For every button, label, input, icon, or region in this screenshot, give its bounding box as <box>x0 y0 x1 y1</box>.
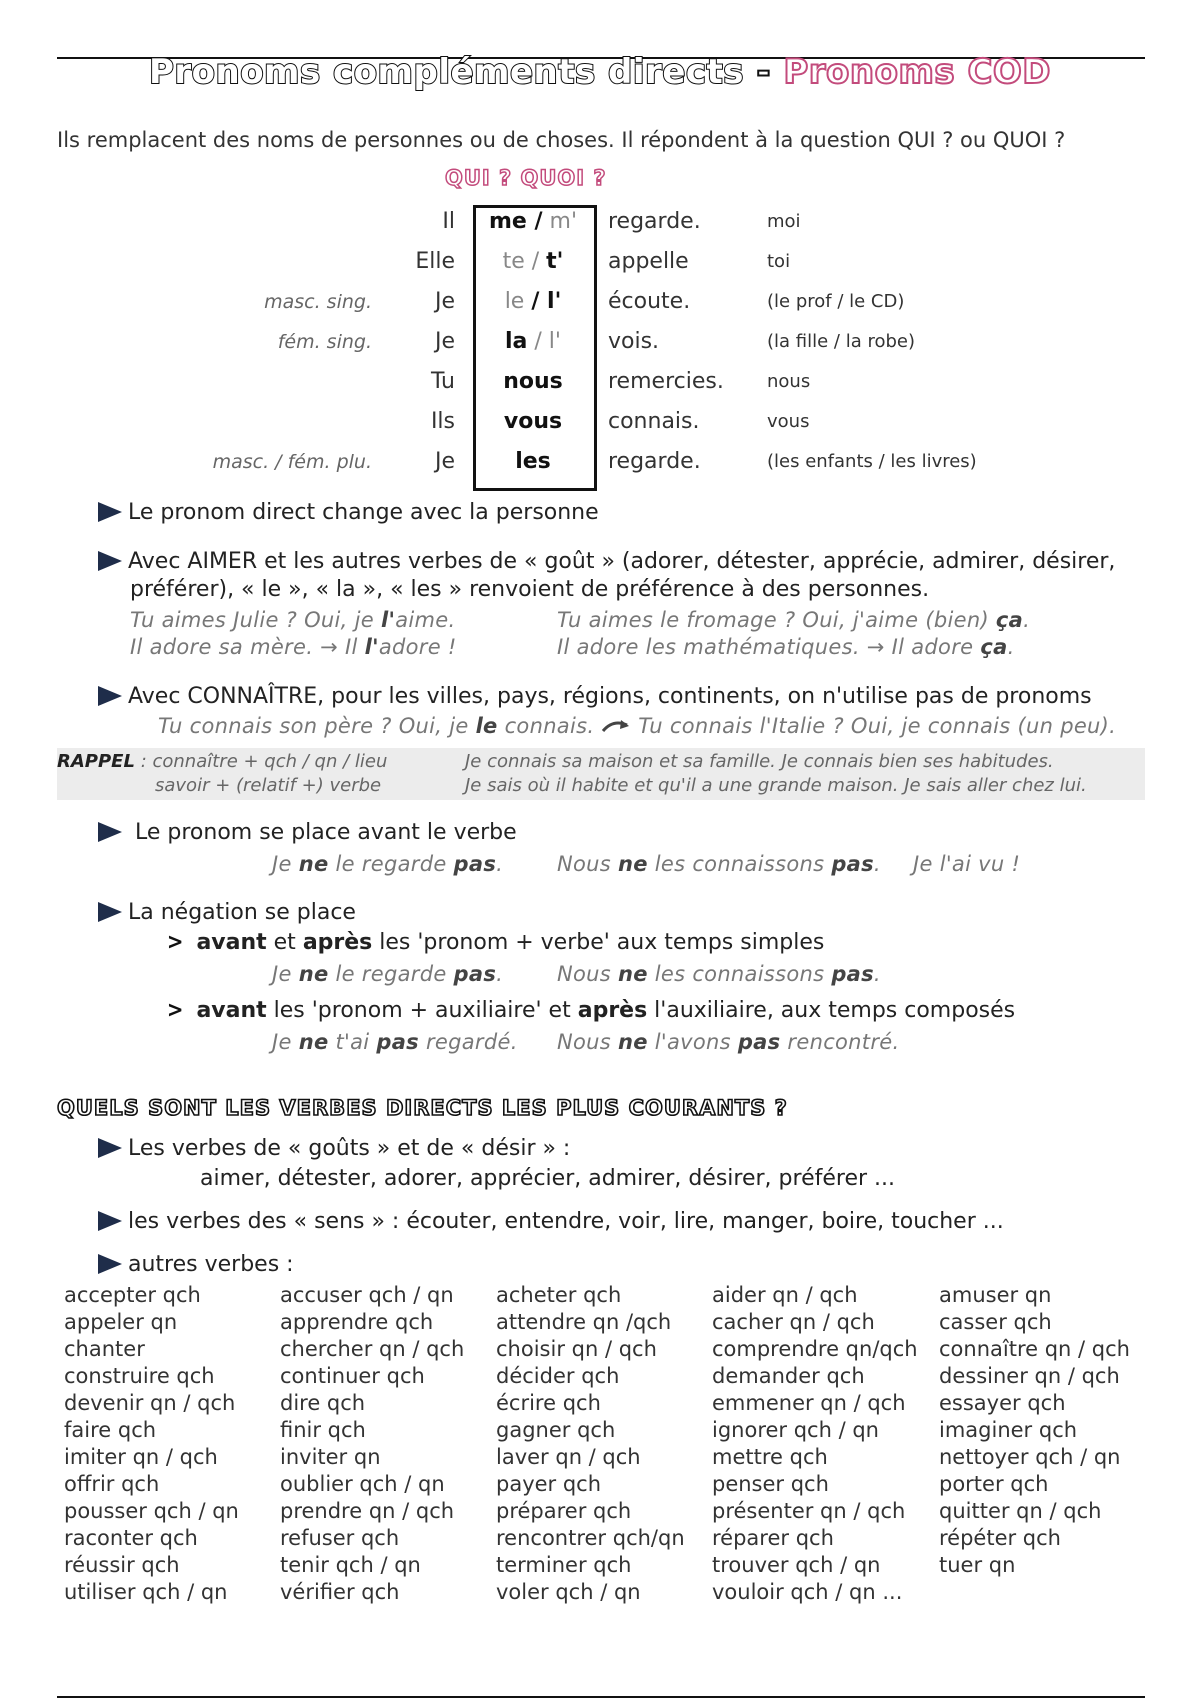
row-note: (les enfants / les livres) <box>767 451 977 472</box>
verb-item: écrire qch <box>496 1391 601 1415</box>
rule-1-text: Le pronom direct change avec la personne <box>128 500 599 525</box>
ex-text: connais. <box>497 714 595 738</box>
arrow-icon <box>98 822 122 842</box>
rule-4-text: Le pronom se place avant le verbe <box>135 820 517 845</box>
ex-bold: pas <box>376 1030 419 1054</box>
rule-5 <box>98 900 356 925</box>
ex-text: Tu aimes le fromage ? Oui, j'aime (bien) <box>557 608 996 632</box>
ex-text: le regarde <box>328 852 454 876</box>
ex-text: aime. <box>395 608 456 632</box>
rule-4-example-2 <box>557 852 881 876</box>
row-verb: remercies. <box>608 369 724 394</box>
row-note: toi <box>767 251 791 272</box>
verb-item: payer qch <box>496 1472 602 1496</box>
verb-column-5 <box>939 1282 1130 1579</box>
verb-item: acheter qch <box>496 1283 622 1307</box>
table-row <box>0 365 1200 403</box>
verb-item: accepter qch <box>64 1283 201 1307</box>
verb-item: tenir qch / qn <box>280 1553 421 1577</box>
ex-text: Nous <box>557 1030 618 1054</box>
row-note: nous <box>767 371 811 392</box>
row-pronoun <box>476 409 590 434</box>
row-subject: Ils <box>430 409 455 434</box>
verbs-bullet-2 <box>98 1209 1004 1234</box>
rule-2-example-2a <box>130 635 457 659</box>
row-subject: Tu <box>430 369 455 394</box>
bottom-rule <box>57 1696 1145 1698</box>
verb-item: imiter qn / qch <box>64 1445 218 1469</box>
row-verb: vois. <box>608 329 660 354</box>
pronoun-strong: t' <box>546 249 564 274</box>
sub-text: l'auxiliaire, aux temps composés <box>647 998 1016 1023</box>
rule-3-text: Avec CONNAÎTRE, pour les villes, pays, régions, continents, on n'utilise pas de pronoms <box>128 684 1092 709</box>
rule-5-sub-2 <box>166 998 1015 1023</box>
ex-bold: le <box>475 714 498 738</box>
ex-bold: ne <box>617 1030 648 1054</box>
verb-item: répéter qch <box>939 1526 1061 1550</box>
rule-4-example-3: Je l'ai vu ! <box>913 852 1021 876</box>
rappel-example-1: Je connais sa maison et sa famille. Je connais bien ses habitudes. <box>465 751 1054 772</box>
ex-bold: ne <box>617 962 648 986</box>
verb-item: choisir qn / qch <box>496 1337 657 1361</box>
row-subject: Je <box>434 329 455 354</box>
verb-item: réparer qch <box>712 1526 834 1550</box>
ex-text: Je <box>272 1030 299 1054</box>
verb-item: vérifier qch <box>280 1580 400 1604</box>
ex-text: regardé. <box>418 1030 518 1054</box>
rule-4-example-1 <box>272 852 503 876</box>
sub-text: les 'pronom + verbe' aux temps simples <box>372 930 825 955</box>
verb-item: quitter qn / qch <box>939 1499 1102 1523</box>
intro-text: Ils remplacent des noms de personnes ou de choses. Il répondent à la question QUI ? ou QUOI ? <box>57 128 1066 152</box>
ex-text: les connaissons <box>647 852 832 876</box>
sub-bold: après <box>577 998 648 1023</box>
row-verb: écoute. <box>608 289 691 314</box>
row-pronoun <box>476 369 590 394</box>
verb-item: prendre qn / qch <box>280 1499 455 1523</box>
chevron-right-icon: > <box>166 998 184 1023</box>
verb-item: utiliser qch / qn <box>64 1580 228 1604</box>
verb-column-3 <box>496 1282 685 1606</box>
ex-text: les connaissons <box>647 962 832 986</box>
pronoun-strong: nous <box>503 369 563 394</box>
ex-bold: ne <box>617 852 648 876</box>
ex-text: . <box>496 962 504 986</box>
table-row <box>0 405 1200 443</box>
chevron-right-icon: > <box>166 930 184 955</box>
ex-bold: ça <box>995 608 1024 632</box>
verb-item: amuser qn <box>939 1283 1052 1307</box>
ex-bold: pas <box>831 962 874 986</box>
verb-item: ignorer qch / qn <box>712 1418 879 1442</box>
sub-text: les 'pronom + auxiliaire' et <box>266 998 578 1023</box>
verb-item: faire qch <box>64 1418 157 1442</box>
rule-5-text: La négation se place <box>128 900 356 925</box>
verb-item: trouver qch / qn <box>712 1553 881 1577</box>
curved-arrow-icon <box>601 717 631 733</box>
pronoun-light: / l' <box>527 329 561 354</box>
ex-bold: l' <box>364 635 379 659</box>
row-note: (le prof / le CD) <box>767 291 905 312</box>
row-pronoun <box>476 249 590 274</box>
section-heading: QUELS SONT LES VERBES DIRECTS LES PLUS COURANTS ? <box>57 1096 788 1120</box>
verb-item: terminer qch <box>496 1553 632 1577</box>
ex-text: Nous <box>557 852 618 876</box>
ex-text: Il adore sa mère. → Il <box>130 635 365 659</box>
verb-item: vouloir qch / qn ... <box>712 1580 903 1604</box>
ex-text: Je <box>272 852 299 876</box>
ex-text: . <box>1007 635 1015 659</box>
verb-item: chercher qn / qch <box>280 1337 465 1361</box>
ex-text: Je <box>272 962 299 986</box>
ex-bold: pas <box>453 852 497 876</box>
rule-5-example-3 <box>272 1030 518 1054</box>
verb-item: oublier qch / qn <box>280 1472 445 1496</box>
verb-item: réussir qch <box>64 1553 180 1577</box>
verb-item: préparer qch <box>496 1499 632 1523</box>
verb-item: emmener qn / qch <box>712 1391 906 1415</box>
verb-item: attendre qn /qch <box>496 1310 672 1334</box>
verb-item: chanter <box>64 1337 145 1361</box>
verb-item: casser qch <box>939 1310 1052 1334</box>
pronoun-light: te / <box>502 249 547 274</box>
verb-item: refuser qch <box>280 1526 400 1550</box>
verb-item: penser qch <box>712 1472 829 1496</box>
ex-bold: ça <box>980 635 1008 659</box>
ex-bold: l' <box>380 608 396 632</box>
verb-column-2 <box>280 1282 464 1606</box>
row-subject: Elle <box>415 249 455 274</box>
verb-item: voler qch / qn <box>496 1580 641 1604</box>
row-pronoun <box>476 209 590 234</box>
row-verb: appelle <box>608 249 689 274</box>
verb-item: demander qch <box>712 1364 865 1388</box>
verb-item: essayer qch <box>939 1391 1066 1415</box>
rule-2-line2: préférer), « le », « la », « les » renvoient de préférence à des personnes. <box>130 577 930 602</box>
table-row <box>0 205 1200 243</box>
rule-5-example-2 <box>557 962 881 986</box>
title-part2: Pronoms COD <box>783 52 1052 92</box>
verb-item: porter qch <box>939 1472 1049 1496</box>
pronoun-light: le <box>504 289 532 314</box>
verb-item: offrir qch <box>64 1472 160 1496</box>
title-separator: - <box>756 52 771 92</box>
rule-1 <box>98 500 599 525</box>
ex-text: . <box>873 962 881 986</box>
pronoun-strong: vous <box>503 409 563 434</box>
ex-bold: pas <box>737 1030 781 1054</box>
verb-item: décider qch <box>496 1364 620 1388</box>
verbs-bullet-1-text: Les verbes de « goûts » et de « désir » : <box>128 1136 571 1161</box>
arrow-icon <box>98 1211 122 1231</box>
row-verb: regarde. <box>608 209 701 234</box>
ex-text: . <box>1023 608 1031 632</box>
verb-item: aider qn / qch <box>712 1283 858 1307</box>
row-verb: connais. <box>608 409 700 434</box>
rule-5-sub-1 <box>166 930 824 955</box>
verb-column-1 <box>64 1282 239 1606</box>
sub-bold: avant <box>196 930 267 955</box>
arrow-icon <box>98 551 122 571</box>
verb-item: finir qch <box>280 1418 366 1442</box>
table-row <box>0 445 1200 483</box>
table-row <box>0 325 1200 363</box>
row-note: (la fille / la robe) <box>767 331 915 352</box>
rule-2-line1: Avec AIMER et les autres verbes de « goût » (adorer, détester, apprécie, admirer, désirer, <box>128 549 1116 574</box>
verbs-bullet-1 <box>98 1136 570 1161</box>
rule-2-example-2b <box>557 635 1015 659</box>
arrow-icon <box>98 502 122 522</box>
row-subject: Il <box>442 209 455 234</box>
verbs-bullet-1-list: aimer, détester, adorer, apprécier, admirer, désirer, préférer ... <box>200 1166 895 1191</box>
verb-item: continuer qch <box>280 1364 425 1388</box>
verb-column-4 <box>712 1282 918 1606</box>
verb-item: inviter qn <box>280 1445 381 1469</box>
arrow-icon <box>98 1138 122 1158</box>
row-pronoun <box>476 449 590 474</box>
rule-2-example-1a <box>130 608 455 632</box>
ex-text: Il adore les mathématiques. → Il adore <box>557 635 981 659</box>
verb-item: tuer qn <box>939 1553 1016 1577</box>
ex-text: . <box>496 852 504 876</box>
row-label: masc. sing. <box>264 291 372 313</box>
verb-item: dessiner qn / qch <box>939 1364 1120 1388</box>
row-verb: regarde. <box>608 449 701 474</box>
row-label: masc. / fém. plu. <box>212 451 372 473</box>
ex-bold: ne <box>298 852 329 876</box>
rule-5-example-4 <box>557 1030 899 1054</box>
ex-text: Tu connais son père ? Oui, je <box>158 714 476 738</box>
verb-item: connaître qn / qch <box>939 1337 1130 1361</box>
verb-item: appeler qn <box>64 1310 178 1334</box>
verb-item: raconter qch <box>64 1526 198 1550</box>
verb-item: apprendre qch <box>280 1310 434 1334</box>
ex-text: le regarde <box>328 962 454 986</box>
pronoun-strong: me / <box>488 209 543 234</box>
verbs-bullet-3 <box>98 1252 294 1277</box>
verb-item: rencontrer qch/qn <box>496 1526 685 1550</box>
ex-text: . <box>873 852 881 876</box>
sub-text: et <box>266 930 303 955</box>
verb-item: mettre qch <box>712 1445 828 1469</box>
verbs-bullet-3-text: autres verbes : <box>128 1252 294 1277</box>
arrow-icon <box>98 1254 122 1274</box>
ex-text: Nous <box>557 962 618 986</box>
row-subject: Je <box>434 449 455 474</box>
verb-item: cacher qn / qch <box>712 1310 875 1334</box>
rappel-label: RAPPEL <box>57 751 135 772</box>
row-note: vous <box>767 411 810 432</box>
row-note: moi <box>767 211 801 232</box>
title-part1: Pronoms compléments directs <box>148 52 745 92</box>
rule-4 <box>98 820 517 845</box>
sub-bold: avant <box>196 998 267 1023</box>
ex-text: Tu connais l'Italie ? Oui, je connais (un peu). <box>638 714 1117 738</box>
verb-item: devenir qn / qch <box>64 1391 236 1415</box>
verb-item: accuser qch / qn <box>280 1283 454 1307</box>
table-row <box>0 245 1200 283</box>
verb-item: laver qn / qch <box>496 1445 641 1469</box>
ex-bold: ne <box>298 1030 329 1054</box>
rule-2-example-1b <box>557 608 1030 632</box>
rappel-example-2: Je sais où il habite et qu'il a une grande maison. Je sais aller chez lui. <box>465 775 1087 796</box>
ex-bold: ne <box>298 962 329 986</box>
pronoun-strong: / l' <box>531 289 562 314</box>
pronoun-light: m' <box>542 209 578 234</box>
row-label: fém. sing. <box>277 331 372 353</box>
ex-text: rencontré. <box>780 1030 900 1054</box>
pronoun-strong: la <box>505 329 528 354</box>
page-title <box>0 52 1200 92</box>
rule-5-example-1 <box>272 962 503 986</box>
rappel-box <box>57 748 1145 800</box>
verb-item: présenter qn / qch <box>712 1499 906 1523</box>
rappel-line-1 <box>57 751 387 772</box>
verbs-bullet-2-text: les verbes des « sens » : écouter, entendre, voir, lire, manger, boire, toucher ... <box>128 1209 1004 1234</box>
verb-item: construire qch <box>64 1364 215 1388</box>
rule-2 <box>98 549 1115 574</box>
verb-item: comprendre qn/qch <box>712 1337 918 1361</box>
row-pronoun <box>476 289 590 314</box>
rule-3 <box>98 684 1092 709</box>
ex-text: t'ai <box>328 1030 377 1054</box>
ex-bold: pas <box>831 852 874 876</box>
verb-item: dire qch <box>280 1391 366 1415</box>
ex-bold: pas <box>453 962 497 986</box>
qui-quoi-label: QUI ? QUOI ? <box>445 166 607 190</box>
sub-bold: après <box>302 930 373 955</box>
ex-text: adore ! <box>378 635 457 659</box>
ex-text: Tu aimes Julie ? Oui, je <box>130 608 381 632</box>
verb-item: nettoyer qch / qn <box>939 1445 1121 1469</box>
verb-item: gagner qch <box>496 1418 616 1442</box>
rule-3-example <box>158 714 1116 738</box>
verb-item: pousser qch / qn <box>64 1499 239 1523</box>
row-subject: Je <box>434 289 455 314</box>
arrow-icon <box>98 686 122 706</box>
rappel-line-2: savoir + (relatif +) verbe <box>155 775 382 796</box>
verb-item: imaginer qch <box>939 1418 1078 1442</box>
row-pronoun <box>476 329 590 354</box>
rappel-text: : connaître + qch / qn / lieu <box>140 751 388 772</box>
table-row <box>0 285 1200 323</box>
arrow-icon <box>98 902 122 922</box>
ex-text: l'avons <box>647 1030 738 1054</box>
pronoun-strong: les <box>515 449 551 474</box>
